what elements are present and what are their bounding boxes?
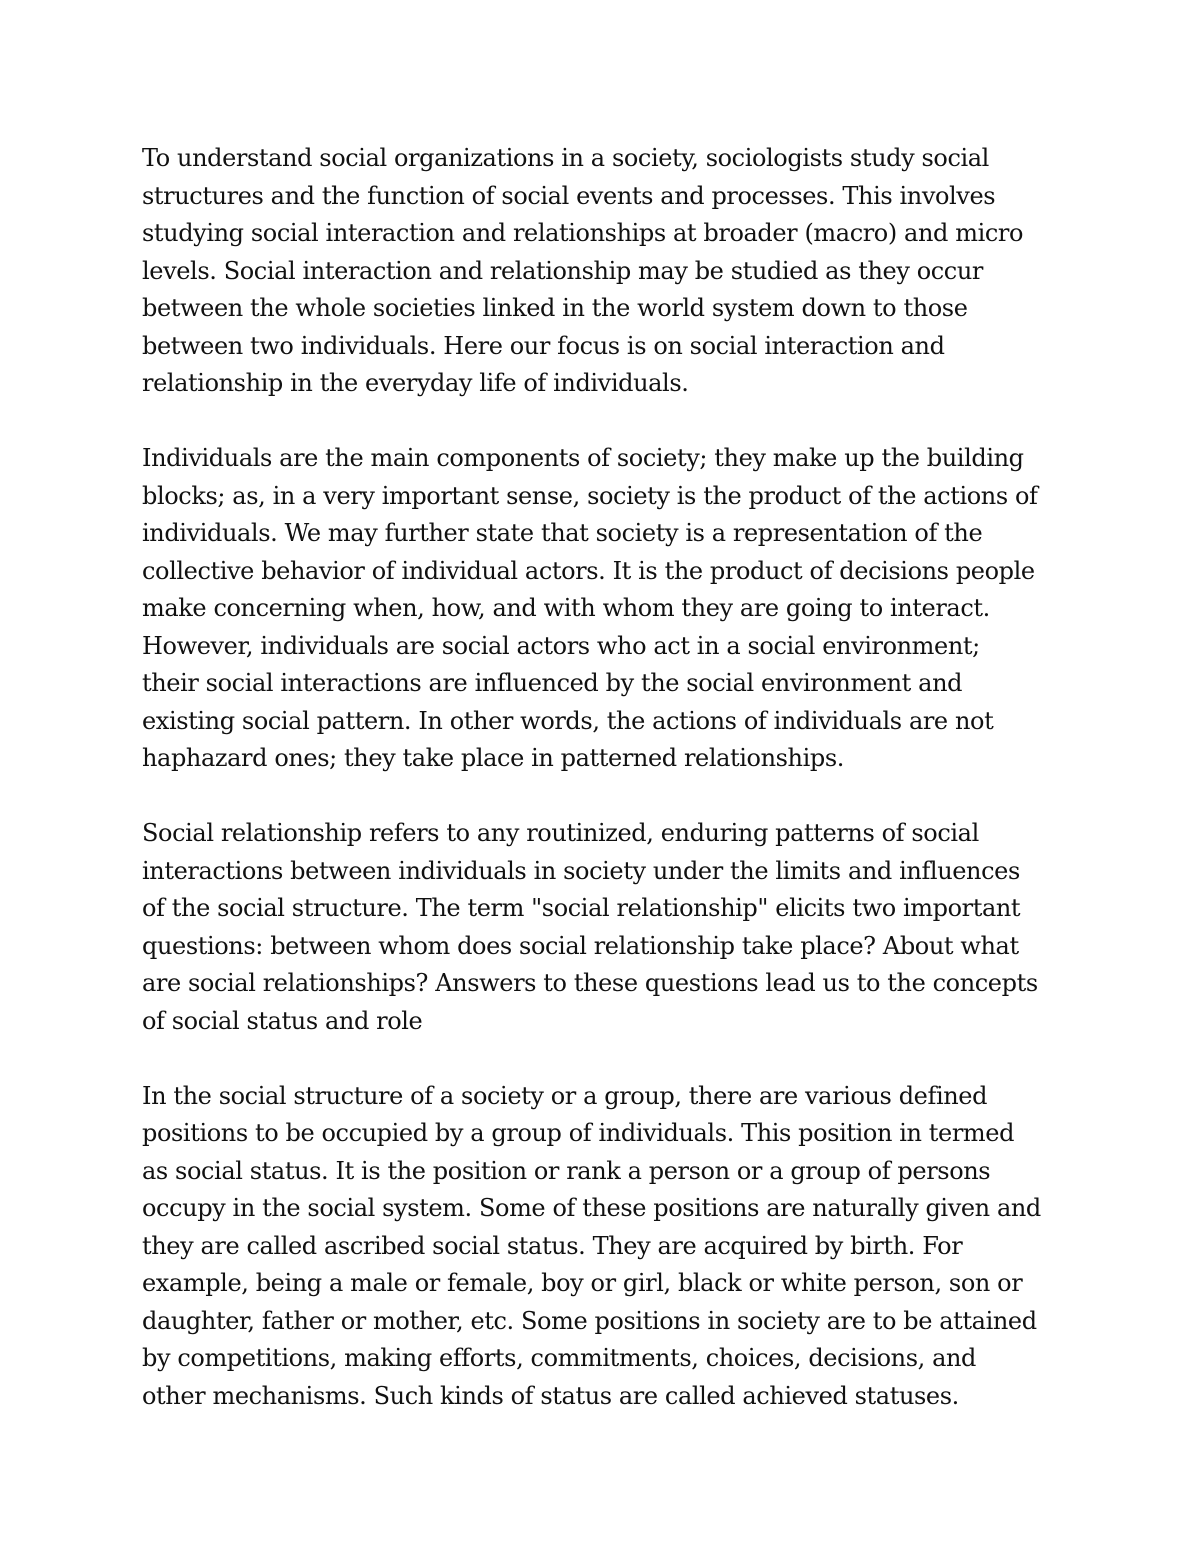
text-line: questions: between whom does social relationship take place? About what (142, 931, 1019, 960)
text-line: example, being a male or female, boy or girl, black or white person, son or (142, 1269, 1023, 1297)
text-line: levels. Social interaction and relationship may be studied as they occur (142, 256, 983, 285)
text-line: other mechanisms. Such kinds of status are called achieved statuses. (142, 1381, 959, 1410)
text-line: blocks; as, in a very important sense, society is the product of the actions of (142, 481, 1038, 510)
text-line: of social status and role (142, 1006, 423, 1035)
text-line: are social relationships? Answers to these questions lead us to the concepts (142, 969, 1038, 997)
text-line: daughter, father or mother, etc. Some positions in society are to be attained (142, 1306, 1037, 1335)
text-line: To understand social organizations in a society, sociologists study social (142, 144, 989, 172)
text-line: relationship in the everyday life of individuals. (142, 369, 689, 397)
text-line: In the social structure of a society or a group, there are various defined (142, 1081, 988, 1110)
text-line: between two individuals. Here our focus is on social interaction and (142, 331, 945, 360)
paragraph-3 (142, 815, 1067, 1040)
text-line: positions to be occupied by a group of individuals. This position in termed (142, 1119, 1015, 1147)
text-line: they are called ascribed social status. They are acquired by birth. For (142, 1231, 963, 1260)
text-line: interactions between individuals in society under the limits and influences (142, 856, 1020, 885)
text-line: Individuals are the main components of society; they make up the building (142, 444, 1024, 472)
paragraph-4 (142, 1078, 1067, 1416)
text-line: their social interactions are influenced by the social environment and (142, 669, 963, 697)
text-line: structures and the function of social events and processes. This involves (142, 181, 996, 210)
text-line: of the social structure. The term "social relationship" elicits two important (142, 894, 1021, 922)
text-line: studying social interaction and relationships at broader (macro) and micro (142, 219, 1024, 247)
text-line: by competitions, making efforts, commitments, choices, decisions, and (142, 1344, 977, 1372)
text-line: haphazard ones; they take place in patterned relationships. (142, 744, 844, 772)
text-line: collective behavior of individual actors. It is the product of decisions people (142, 556, 1035, 585)
document-body (142, 140, 1067, 1453)
text-line: make concerning when, how, and with whom they are going to interact. (142, 594, 990, 622)
text-line: Social relationship refers to any routinized, enduring patterns of social (142, 819, 979, 847)
text-line: as social status. It is the position or rank a person or a group of persons (142, 1156, 991, 1185)
text-line: occupy in the social system. Some of these positions are naturally given and (142, 1194, 1041, 1222)
text-line: between the whole societies linked in the world system down to those (142, 294, 968, 322)
text-line: individuals. We may further state that society is a representation of the (142, 519, 983, 547)
paragraph-2 (142, 440, 1067, 778)
text-line: existing social pattern. In other words, the actions of individuals are not (142, 706, 994, 735)
paragraph-1 (142, 140, 1067, 403)
text-line: However, individuals are social actors who act in a social environment; (142, 631, 980, 660)
